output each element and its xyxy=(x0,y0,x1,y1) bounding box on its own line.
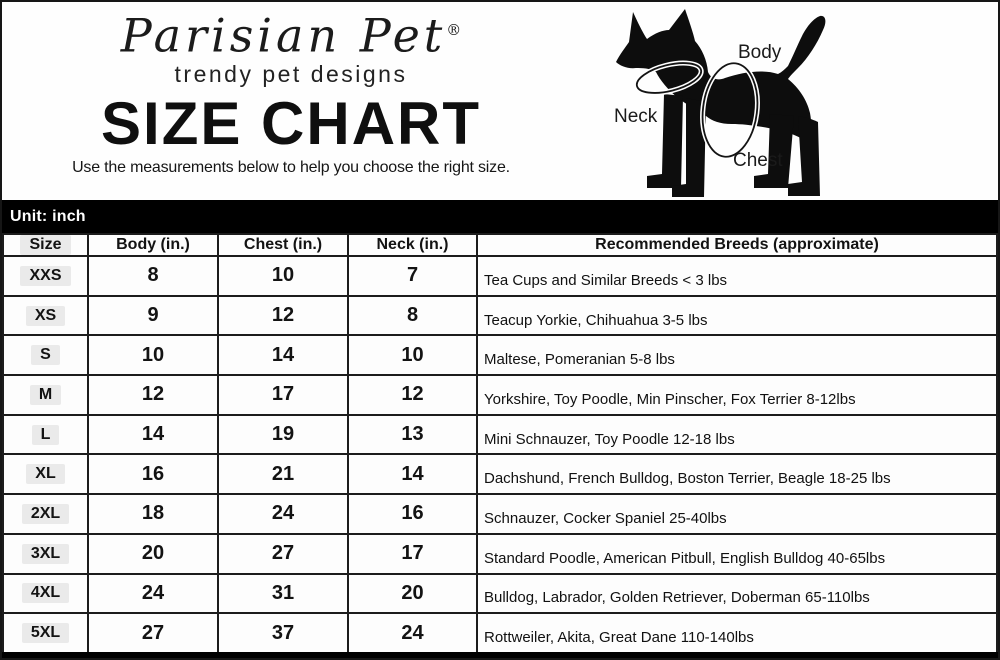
bottom-strip xyxy=(2,652,998,658)
table-row xyxy=(3,375,997,415)
measure-cell: 14 xyxy=(348,454,477,494)
size-label: XL xyxy=(26,464,64,484)
brand-logo xyxy=(60,4,522,61)
size-cell xyxy=(3,375,88,415)
subtitle-text: Use the measurements below to help you choose the right size. xyxy=(72,159,510,177)
breeds-cell: Standard Poodle, American Pitbull, English Bulldog 40-65lbs xyxy=(477,534,997,574)
dog-measurement-diagram xyxy=(612,6,864,198)
breeds-cell: Dachshund, French Bulldog, Boston Terrier, Beagle 18-25 lbs xyxy=(477,454,997,494)
measure-cell: 31 xyxy=(218,574,348,614)
size-cell xyxy=(3,335,88,375)
breeds-cell: Yorkshire, Toy Poodle, Min Pinscher, Fox Terrier 8-12lbs xyxy=(477,375,997,415)
size-cell xyxy=(3,296,88,336)
breeds-cell: Mini Schnauzer, Toy Poodle 12-18 lbs xyxy=(477,415,997,455)
measure-cell: 24 xyxy=(88,574,218,614)
measure-cell: 8 xyxy=(348,296,477,336)
breeds-cell: Tea Cups and Similar Breeds < 3 lbs xyxy=(477,256,997,296)
measure-cell: 17 xyxy=(218,375,348,415)
brand-block xyxy=(60,4,522,177)
size-cell xyxy=(3,256,88,296)
size-label: XS xyxy=(26,306,65,326)
measure-cell: 37 xyxy=(218,613,348,653)
neck-measure-label: Neck xyxy=(614,106,658,127)
table-row xyxy=(3,335,997,375)
measure-cell: 24 xyxy=(348,613,477,653)
measure-cell: 10 xyxy=(348,335,477,375)
breeds-cell: Maltese, Pomeranian 5-8 lbs xyxy=(477,335,997,375)
measure-cell: 20 xyxy=(88,534,218,574)
size-label: S xyxy=(31,345,60,365)
table-row xyxy=(3,454,997,494)
registered-trademark-icon: ® xyxy=(446,21,462,39)
size-table xyxy=(2,233,998,654)
size-label: 3XL xyxy=(22,544,69,564)
table-row xyxy=(3,534,997,574)
header-row xyxy=(3,234,997,256)
brand-name: Parisian Pet xyxy=(120,8,447,63)
measure-cell: 21 xyxy=(218,454,348,494)
table-row xyxy=(3,415,997,455)
measure-cell: 7 xyxy=(348,256,477,296)
size-cell xyxy=(3,415,88,455)
measure-cell: 14 xyxy=(88,415,218,455)
breeds-cell: Rottweiler, Akita, Great Dane 110-140lbs xyxy=(477,613,997,653)
measure-cell: 18 xyxy=(88,494,218,534)
measure-cell: 12 xyxy=(348,375,477,415)
size-label: XXS xyxy=(20,266,70,286)
size-label: M xyxy=(30,385,61,405)
measure-cell: 17 xyxy=(348,534,477,574)
body-measure-label: Body xyxy=(738,42,782,63)
measure-cell: 27 xyxy=(88,613,218,653)
measure-cell: 27 xyxy=(218,534,348,574)
size-cell xyxy=(3,613,88,653)
column-header: Body (in.) xyxy=(88,234,218,256)
measure-cell: 10 xyxy=(88,335,218,375)
measure-cell: 13 xyxy=(348,415,477,455)
column-header: Neck (in.) xyxy=(348,234,477,256)
unit-bar: Unit: inch xyxy=(2,200,998,233)
measure-cell: 12 xyxy=(88,375,218,415)
table-row xyxy=(3,256,997,296)
size-cell xyxy=(3,534,88,574)
measure-cell: 19 xyxy=(218,415,348,455)
measure-cell: 10 xyxy=(218,256,348,296)
table-row xyxy=(3,296,997,336)
measure-cell: 14 xyxy=(218,335,348,375)
size-label: 2XL xyxy=(22,504,69,524)
brand-tagline: trendy pet designs xyxy=(174,61,408,88)
measure-cell: 24 xyxy=(218,494,348,534)
breeds-cell: Teacup Yorkie, Chihuahua 3-5 lbs xyxy=(477,296,997,336)
measure-cell: 16 xyxy=(88,454,218,494)
size-header-chip: Size xyxy=(20,235,70,255)
page-title: SIZE CHART xyxy=(101,90,481,158)
table-row xyxy=(3,574,997,614)
column-header: Chest (in.) xyxy=(218,234,348,256)
size-table-body xyxy=(3,256,997,653)
measure-cell: 9 xyxy=(88,296,218,336)
measure-cell: 20 xyxy=(348,574,477,614)
measure-cell: 12 xyxy=(218,296,348,336)
size-cell xyxy=(3,574,88,614)
chest-measure-label: Chest xyxy=(733,150,783,171)
column-header: Recommended Breeds (approximate) xyxy=(477,234,997,256)
table-row xyxy=(3,494,997,534)
column-header xyxy=(3,234,88,256)
measure-cell: 16 xyxy=(348,494,477,534)
table-row xyxy=(3,613,997,653)
size-cell xyxy=(3,494,88,534)
size-cell xyxy=(3,454,88,494)
breeds-cell: Bulldog, Labrador, Golden Retriever, Doberman 65-110lbs xyxy=(477,574,997,614)
header-section xyxy=(2,2,998,200)
size-label: 5XL xyxy=(22,623,69,643)
measure-cell: 8 xyxy=(88,256,218,296)
size-label: 4XL xyxy=(22,583,69,603)
size-table-head xyxy=(3,234,997,256)
size-label: L xyxy=(32,425,60,445)
breeds-cell: Schnauzer, Cocker Spaniel 25-40lbs xyxy=(477,494,997,534)
